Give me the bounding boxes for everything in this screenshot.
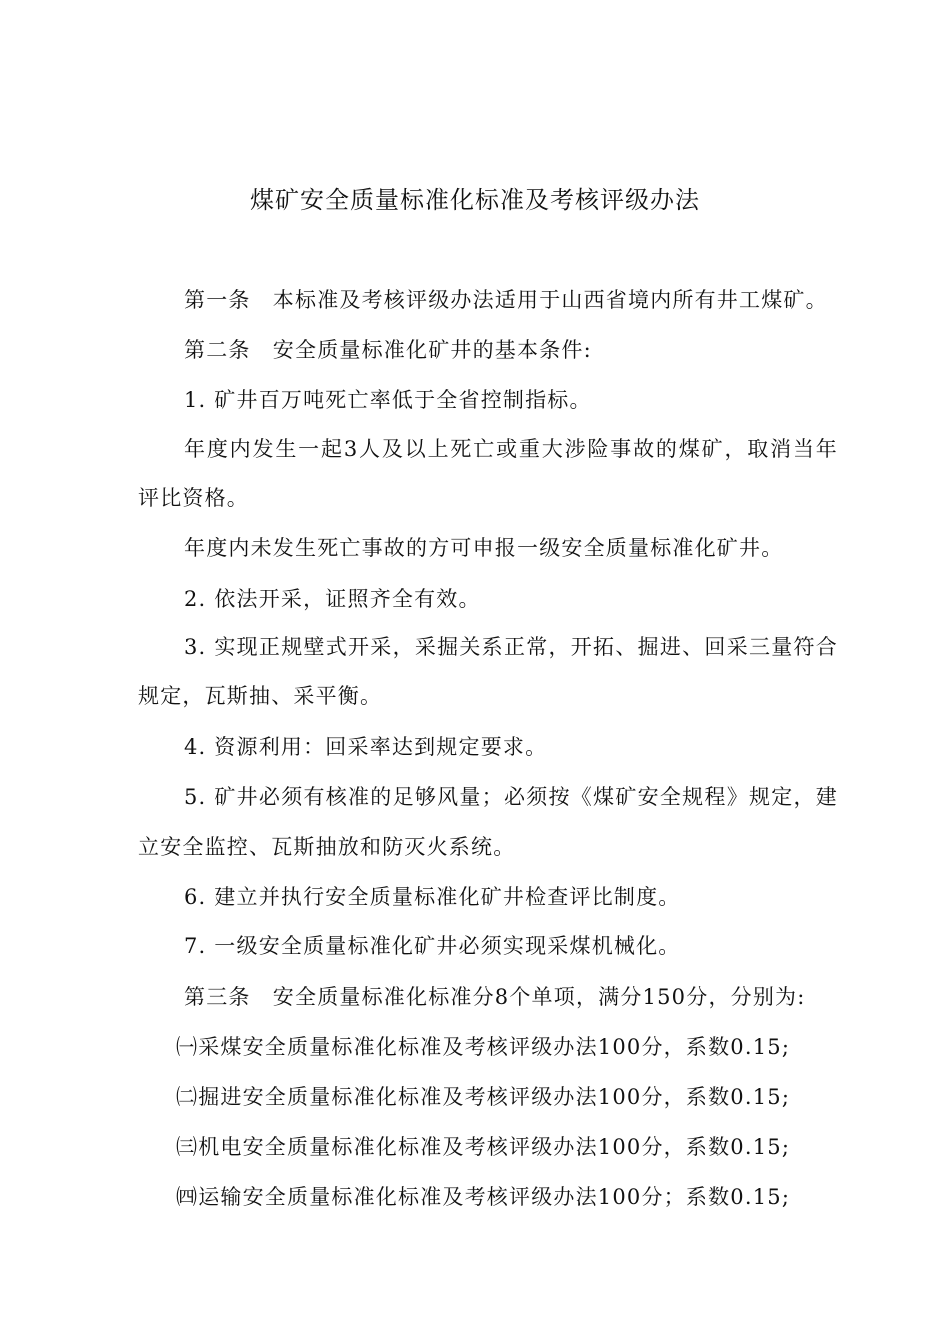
condition-3-line-1: 3. 实现正规壁式开采，采掘关系正常，开拓、掘进、回采三量符合: [184, 635, 838, 659]
condition-6: 6. 建立并执行安全质量标准化矿井检查评比制度。: [184, 885, 681, 909]
item-4: ㈣运输安全质量标准化标准及考核评级办法100分；系数0.15;: [176, 1185, 791, 1209]
article-1: 第一条 本标准及考核评级办法适用于山西省境内所有井工煤矿。: [184, 288, 828, 312]
condition-5-line-1: 5. 矿井必须有核准的足够风量；必须按《煤矿安全规程》规定，建: [184, 785, 838, 809]
condition-5-line-2: 立安全监控、瓦斯抽放和防灭火系统。: [138, 835, 516, 859]
condition-7: 7. 一级安全质量标准化矿井必须实现采煤机械化。: [184, 934, 681, 958]
condition-1-note-2: 年度内未发生死亡事故的方可申报一级安全质量标准化矿井。: [184, 536, 784, 560]
item-1: ㈠采煤安全质量标准化标准及考核评级办法100分，系数0.15;: [176, 1035, 791, 1059]
condition-4: 4. 资源利用：回采率达到规定要求。: [184, 735, 548, 759]
condition-1-note-line-2: 评比资格。: [138, 486, 249, 510]
item-2: ㈡掘进安全质量标准化标准及考核评级办法100分，系数0.15;: [176, 1085, 791, 1109]
article-3-heading: 第三条 安全质量标准化标准分8个单项，满分150分，分别为:: [184, 985, 806, 1009]
condition-2: 2. 依法开采，证照齐全有效。: [184, 587, 481, 611]
condition-3-line-2: 规定，瓦斯抽、采平衡。: [138, 684, 383, 708]
article-2-heading: 第二条 安全质量标准化矿井的基本条件:: [184, 338, 592, 362]
item-3: ㈢机电安全质量标准化标准及考核评级办法100分，系数0.15;: [176, 1135, 791, 1159]
condition-1-note-line-1: 年度内发生一起3人及以上死亡或重大涉险事故的煤矿，取消当年: [184, 437, 838, 461]
condition-1: 1. 矿井百万吨死亡率低于全省控制指标。: [184, 388, 592, 412]
document-title: 煤矿安全质量标准化标准及考核评级办法: [250, 186, 700, 214]
